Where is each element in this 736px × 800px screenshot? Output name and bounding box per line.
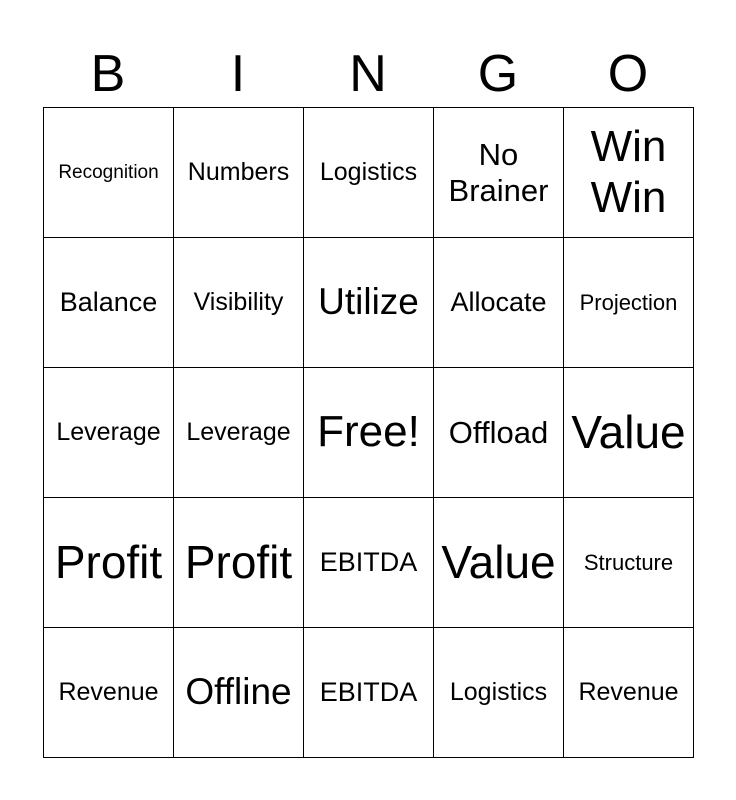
bingo-cell[interactable]: No Brainer: [434, 108, 564, 238]
header-letter-n: N: [349, 45, 387, 103]
bingo-header: [43, 44, 693, 104]
bingo-cell[interactable]: Leverage: [174, 368, 304, 498]
bingo-cell[interactable]: Logistics: [304, 108, 434, 238]
bingo-cell[interactable]: Win Win: [564, 108, 694, 238]
bingo-cell[interactable]: EBITDA: [304, 628, 434, 758]
bingo-cell[interactable]: Revenue: [44, 628, 174, 758]
bingo-cell[interactable]: Recognition: [44, 108, 174, 238]
bingo-card: [43, 107, 694, 758]
bingo-cell[interactable]: Value: [434, 498, 564, 628]
header-letter-o: O: [607, 45, 649, 103]
bingo-cell[interactable]: Revenue: [564, 628, 694, 758]
bingo-cell[interactable]: Profit: [44, 498, 174, 628]
header-letter-i: I: [230, 45, 246, 103]
bingo-cell[interactable]: Projection: [564, 238, 694, 368]
free-space-cell[interactable]: Free!: [304, 368, 434, 498]
bingo-cell[interactable]: Leverage: [44, 368, 174, 498]
card-row: [44, 368, 694, 498]
bingo-cell[interactable]: Value: [564, 368, 694, 498]
bingo-cell[interactable]: Allocate: [434, 238, 564, 368]
bingo-cell[interactable]: Visibility: [174, 238, 304, 368]
card-row: [44, 628, 694, 758]
card-row: [44, 498, 694, 628]
bingo-cell[interactable]: Offload: [434, 368, 564, 498]
header-letter-b: B: [90, 45, 126, 103]
header-letter-g: G: [477, 45, 519, 103]
bingo-cell[interactable]: Utilize: [304, 238, 434, 368]
bingo-cell[interactable]: Offline: [174, 628, 304, 758]
bingo-cell[interactable]: Numbers: [174, 108, 304, 238]
bingo-cell[interactable]: Structure: [564, 498, 694, 628]
bingo-cell[interactable]: EBITDA: [304, 498, 434, 628]
bingo-cell[interactable]: Profit: [174, 498, 304, 628]
bingo-cell[interactable]: Logistics: [434, 628, 564, 758]
card-row: [44, 108, 694, 238]
card-row: [44, 238, 694, 368]
bingo-cell[interactable]: Balance: [44, 238, 174, 368]
